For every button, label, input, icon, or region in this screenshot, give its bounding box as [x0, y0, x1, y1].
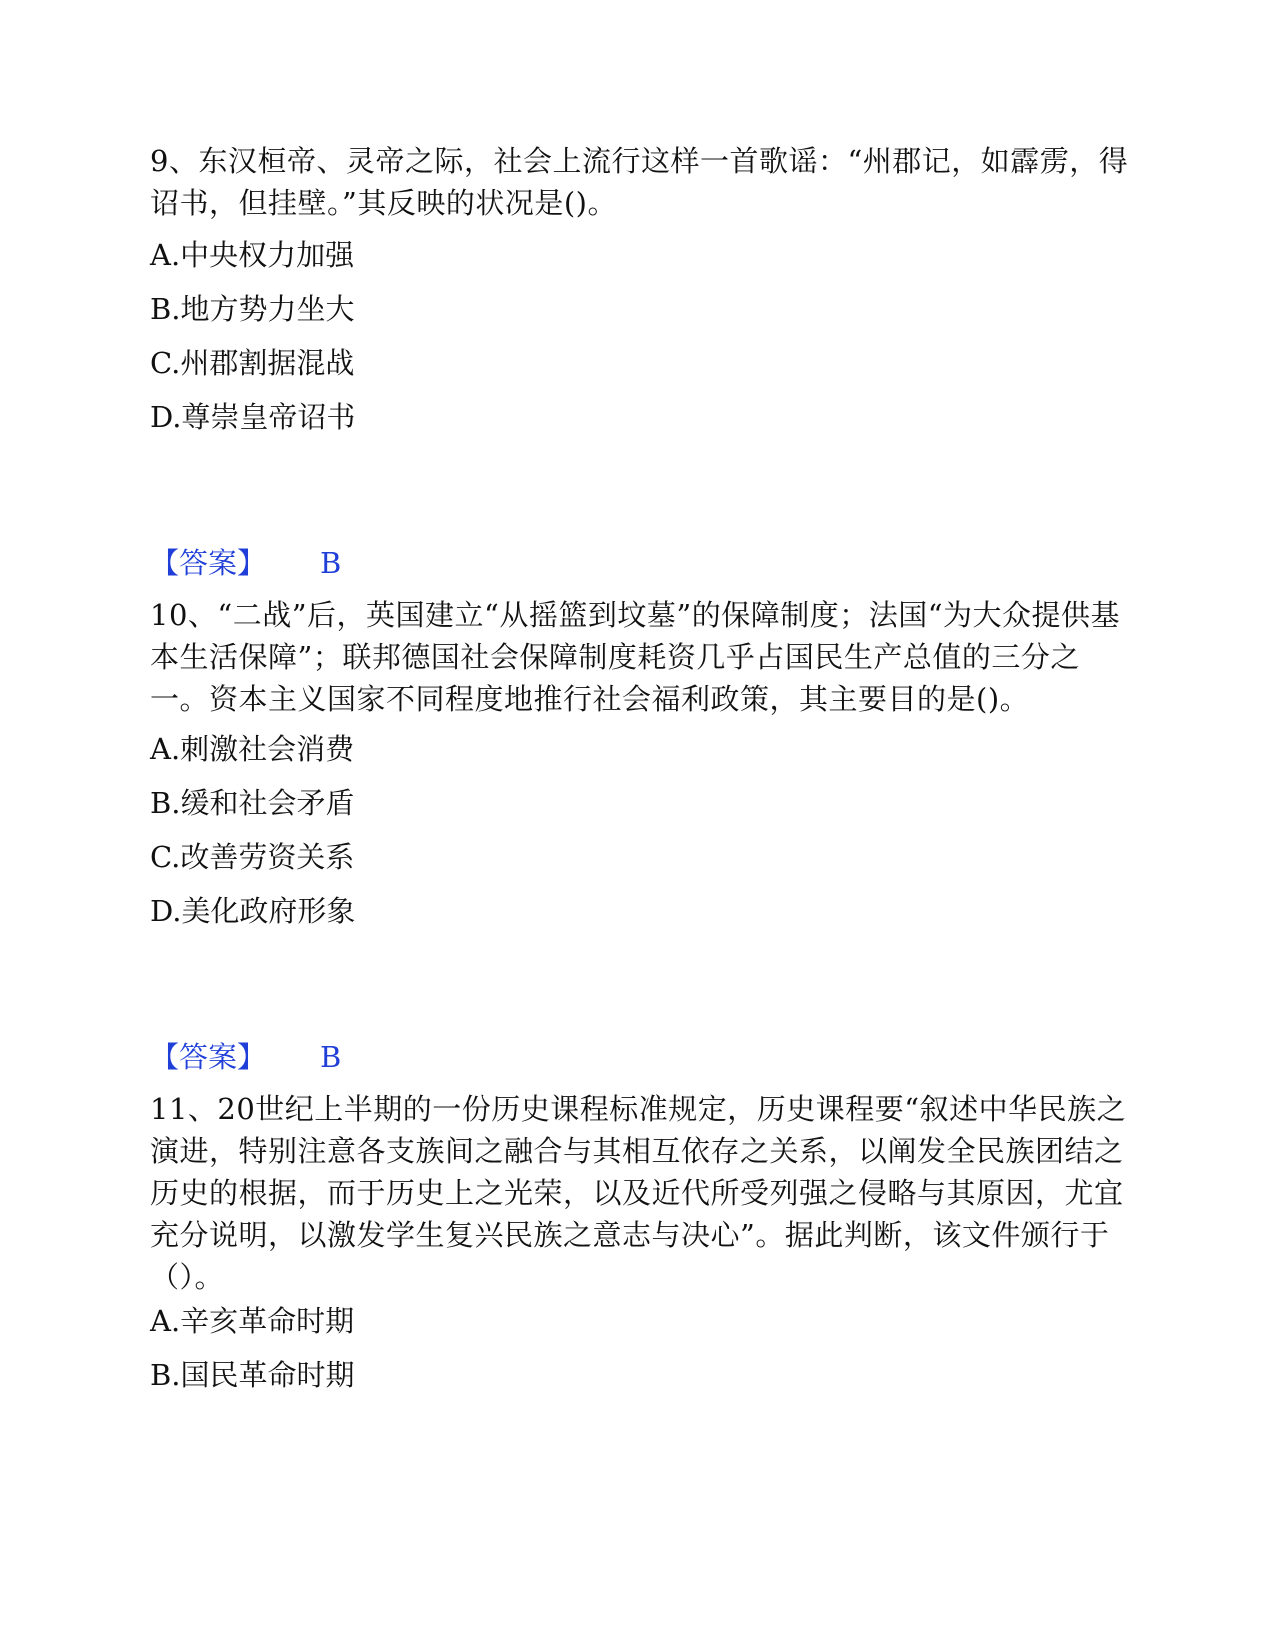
question-11-option-a: A.辛亥革命时期: [150, 1304, 355, 1338]
question-11-option-b: B.国民革命时期: [150, 1358, 355, 1392]
question-9-option-b: B.地方势力坐大: [150, 292, 355, 326]
answer-label: 【答案】: [150, 1040, 267, 1074]
question-10-option-c: C.改善劳资关系: [150, 840, 355, 874]
question-10-stem: 10、“二战”后，英国建立“从摇篮到坟墓”的保障制度；法国“为大众提供基本生活保障”；联邦德国社会保障制度耗资几乎占国民生产总值的三分之一。资本主义国家不同程度地推行社会福利政策，其主要目的是()。: [150, 598, 1121, 716]
question-11-stem: 11、20世纪上半期的一份历史课程标准规定，历史课程要“叙述中华民族之演进，特别注意各支族间之融合与其相互依存之关系，以阐发全民族团结之历史的根据，而于历史上之光荣，以及近代所受列强之侵略与其原因，尤宜充分说明，以激发学生复兴民族之意志与决心”。据此判断，该文件颁行于（）。: [150, 1092, 1127, 1294]
question-10-option-a: A.刺激社会消费: [150, 732, 355, 766]
question-9-option-d: D.尊崇皇帝诏书: [150, 400, 356, 434]
question-10-option-b: B.缓和社会矛盾: [150, 786, 355, 820]
answer-value: B: [320, 1040, 342, 1074]
question-9-stem: 9、东汉桓帝、灵帝之际，社会上流行这样一首歌谣：“州郡记，如霹雳，得诏书，但挂壁。”其反映的状况是()。: [150, 144, 1129, 220]
question-9-option-a: A.中央权力加强: [150, 238, 355, 272]
question-10-option-d: D.美化政府形象: [150, 894, 356, 928]
answer-value: B: [320, 546, 342, 580]
answer-label: 【答案】: [150, 546, 267, 580]
question-9-option-c: C.州郡割据混战: [150, 346, 355, 380]
answer-10: [150, 1036, 341, 1078]
answer-9: [150, 542, 341, 584]
